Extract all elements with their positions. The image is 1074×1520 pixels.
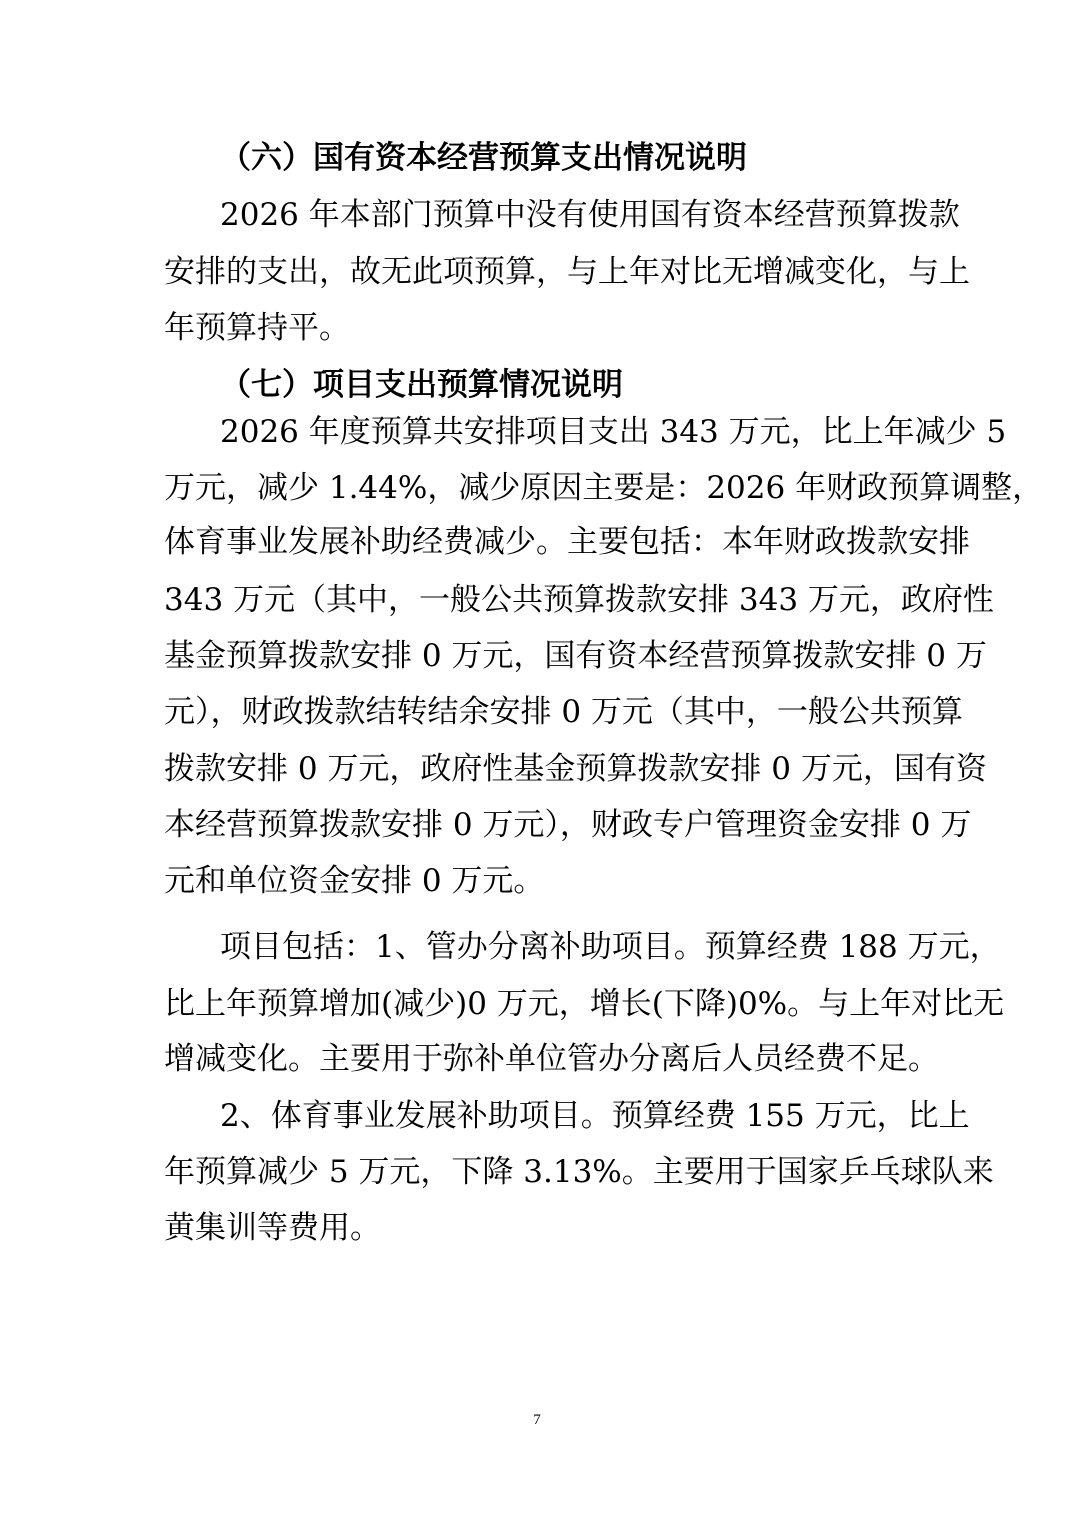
paragraph-line: 2026 年本部门预算中没有使用国有资本经营预算拨款: [220, 197, 960, 233]
page-number: 7: [533, 1412, 541, 1428]
paragraph-line: 2026 年度预算共安排项目支出 343 万元，比上年减少 5: [220, 414, 1007, 450]
paragraph-line: 基金预算拨款安排 0 万元，国有资本经营预算拨款安排 0 万: [164, 638, 987, 674]
paragraph-line: 安排的支出，故无此项预算，与上年对比无增减变化，与上: [164, 254, 970, 290]
paragraph-line: 拨款安排 0 万元，政府性基金预算拨款安排 0 万元，国有资: [164, 751, 987, 787]
paragraph-line: 2、体育事业发展补助项目。预算经费 155 万元，比上: [220, 1098, 970, 1134]
paragraph-line: 项目包括：1、管办分离补助项目。预算经费 188 万元，: [220, 929, 1001, 965]
section-heading-6: （六）国有资本经营预算支出情况说明: [220, 140, 747, 176]
paragraph-line: 体育事业发展补助经费减少。主要包括：本年财政拨款安排: [164, 524, 970, 560]
paragraph-line: 比上年预算增加(减少)0 万元，增长(下降)0%。与上年对比无: [164, 986, 1005, 1022]
paragraph-line: 万元，减少 1.44%，减少原因主要是：2026 年财政预算调整，: [164, 470, 1044, 506]
paragraph-line: 增减变化。主要用于弥补单位管办分离后人员经费不足。: [164, 1041, 939, 1077]
paragraph-line: 元和单位资金安排 0 万元。: [164, 863, 545, 899]
paragraph-line: 元），财政拨款结转结余安排 0 万元（其中，一般公共预算: [164, 694, 963, 730]
paragraph-line: 年预算减少 5 万元，下降 3.13%。主要用于国家乒乓球队来: [164, 1154, 994, 1190]
paragraph-line: 343 万元（其中，一般公共预算拨款安排 343 万元，政府性: [164, 582, 994, 618]
paragraph-line: 本经营预算拨款安排 0 万元），财政专户管理资金安排 0 万: [164, 807, 972, 843]
section-heading-7: （七）项目支出预算情况说明: [220, 367, 623, 403]
paragraph-line: 黄集训等费用。: [164, 1210, 381, 1246]
paragraph-line: 年预算持平。: [164, 310, 350, 346]
